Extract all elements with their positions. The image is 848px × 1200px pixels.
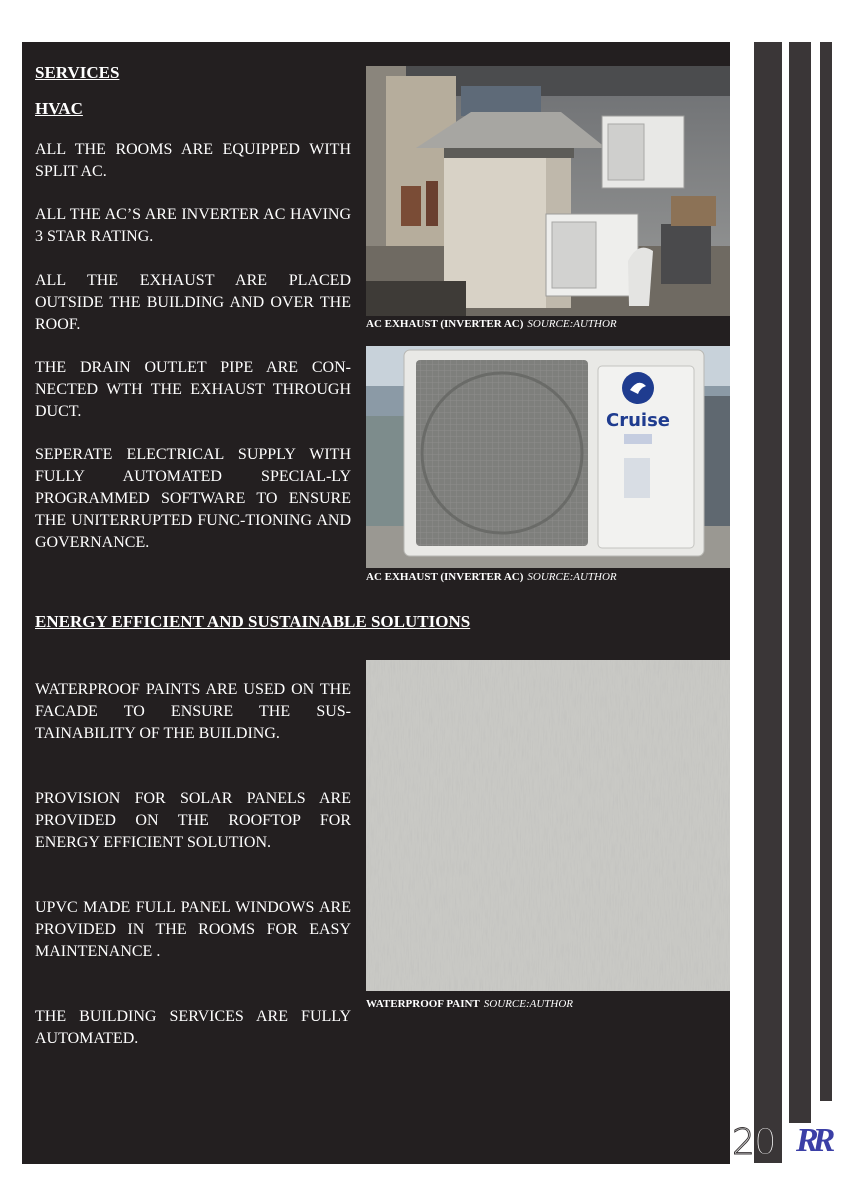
decorative-bar xyxy=(789,42,811,1123)
brand-text: Cruise xyxy=(606,410,670,431)
hvac-paragraph: ALL THE ROOMS ARE EQUIPPED WITH SPLIT AC. xyxy=(35,141,351,180)
page-number: 20 xyxy=(732,1122,776,1163)
decorative-bar xyxy=(820,42,832,1101)
energy-paragraph: WATERPROOF PAINTS ARE USED ON THE FACADE TO ENSURE THE SUS-TAINABILITY OF THE BUILDING. xyxy=(35,681,351,742)
ac-outdoor-unit-photo xyxy=(366,346,730,568)
energy-heading: ENERGY EFFICIENT AND SUSTAINABLE SOLUTIONS xyxy=(35,612,471,631)
waterproof-paint-photo xyxy=(366,660,730,991)
energy-paragraph: UPVC MADE FULL PANEL WINDOWS ARE PROVIDED IN THE ROOMS FOR EASY MAINTENANCE . xyxy=(35,899,351,960)
photo-caption: AC EXHAUST (INVERTER AC) SOURCE:AUTHOR xyxy=(366,318,617,330)
energy-paragraph: PROVISION FOR SOLAR PANELS ARE PROVIDED ON THE ROOFTOP FOR ENERGY EFFICIENT SOLUTION. xyxy=(35,790,351,851)
hvac-paragraph: THE DRAIN OUTLET PIPE ARE CON-NECTED WTH THE EXHAUST THROUGH DUCT. xyxy=(35,359,351,420)
logo: RR xyxy=(796,1122,830,1159)
decorative-bar xyxy=(754,42,782,1163)
rooftop-ac-photo xyxy=(366,66,730,316)
hvac-paragraph: ALL THE AC’S ARE INVERTER AC HAVING 3 STAR RATING. xyxy=(35,206,351,245)
hvac-paragraph: ALL THE EXHAUST ARE PLACED OUTSIDE THE BUILDING AND OVER THE ROOF. xyxy=(35,272,351,333)
photo-caption: WATERPROOF PAINT SOURCE:AUTHOR xyxy=(366,998,573,1010)
hvac-heading: HVAC xyxy=(35,99,83,118)
photo-caption: AC EXHAUST (INVERTER AC) SOURCE:AUTHOR xyxy=(366,571,617,583)
section-title: SERVICES xyxy=(35,63,120,82)
energy-paragraph: THE BUILDING SERVICES ARE FULLY AUTOMATED. xyxy=(35,1008,351,1047)
hvac-paragraph: SEPERATE ELECTRICAL SUPPLY WITH FULLY AUTOMATED SPECIAL-LY PROGRAMMED SOFTWARE TO ENSURE THE UNITERRUPTED FUNC-TIONING AND GOVERNANCE. xyxy=(35,446,351,551)
